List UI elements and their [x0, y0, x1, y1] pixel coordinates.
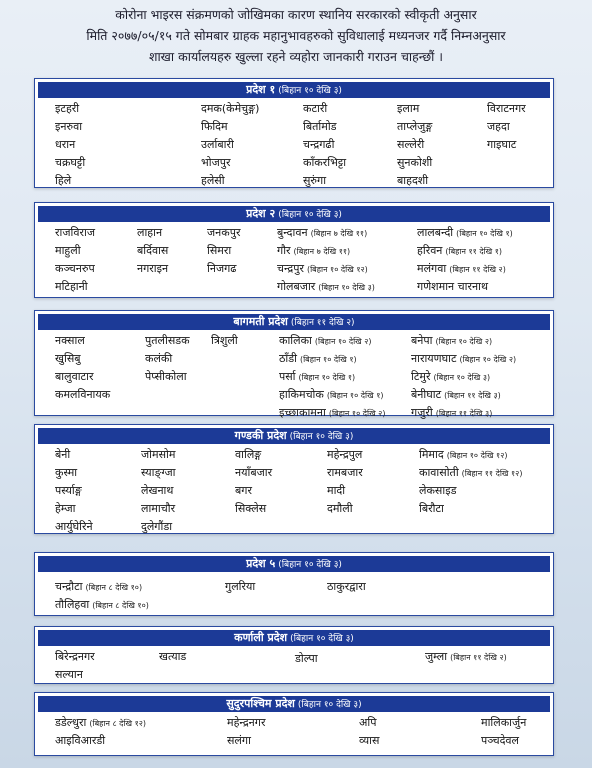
branch-entry	[417, 279, 488, 294]
branch-entry	[145, 369, 187, 384]
branch-entry	[303, 173, 326, 188]
branch-entry	[201, 155, 231, 170]
branch-name: पुतलीसडक	[145, 334, 190, 347]
branch-entry	[55, 715, 146, 730]
branch-entry	[359, 733, 379, 748]
branch-name: त्रिशुली	[211, 334, 238, 347]
branch-name: इनरुवा	[55, 120, 83, 133]
branch-name: सुनकोशी	[397, 156, 433, 169]
branch-entry	[55, 579, 142, 594]
branch-name: राजविराज	[55, 226, 95, 239]
intro-line-2: मिति २०७७/०५/१५ गते सोमबार ग्राहक महानुभावहरुको सुविधालाई मध्यनजर गर्दै निम्नअनुसार	[86, 28, 506, 43]
branch-entry	[55, 667, 83, 682]
branch-entry	[55, 119, 82, 134]
section-hours: (बिहान १० देखि ३)	[278, 560, 342, 570]
branch-entry	[55, 155, 85, 170]
branch-hours: (बिहान १० देखि १)	[298, 373, 356, 382]
branch-entry	[55, 519, 93, 534]
branch-entry	[419, 465, 522, 480]
branch-entry	[303, 101, 327, 116]
branch-entry	[417, 243, 502, 258]
section-hours: (बिहान १० देखि ३)	[290, 634, 354, 644]
branch-hours: (बिहान १० देखि १)	[456, 229, 513, 238]
branch-name: निजगढ	[207, 262, 237, 275]
branch-entry	[137, 243, 168, 258]
branch-entry	[207, 261, 237, 276]
branch-name: लेकसाइड	[419, 484, 457, 497]
branch-entry	[55, 649, 95, 664]
branch-name: धरान	[55, 138, 76, 151]
notice-intro	[40, 4, 552, 67]
branch-name: बनेपा	[411, 334, 433, 347]
branch-entry	[207, 243, 231, 258]
section-title: गण्डकी प्रदेश	[234, 429, 287, 442]
branch-entry	[137, 261, 168, 276]
branch-name: उर्लाबारी	[201, 138, 234, 151]
branch-name: नयाँबजार	[235, 466, 273, 479]
branch-name: चन्द्रपुर	[277, 262, 304, 275]
branch-entry	[279, 333, 372, 348]
branch-entry	[411, 333, 492, 348]
branch-name: व्यास	[359, 734, 380, 747]
branch-name: ठाँडी	[279, 352, 297, 365]
branch-name: डडेल्धुरा	[55, 716, 87, 729]
branch-name: कमलविनायक	[55, 388, 111, 401]
branch-entry	[55, 101, 79, 116]
branch-entry	[411, 369, 490, 384]
branch-entry	[481, 733, 519, 748]
branch-name: दमौली	[327, 502, 353, 515]
section-title: कर्णाली प्रदेश	[234, 631, 288, 644]
branch-name: बिरेन्द्रनगर	[55, 650, 95, 663]
section-panel-6	[34, 626, 554, 684]
branch-entry	[55, 597, 149, 612]
branch-name: इच्छाकामना	[279, 406, 326, 419]
branch-entry	[279, 369, 355, 384]
branch-name: गौर	[277, 244, 291, 257]
section-panel-1	[34, 78, 554, 188]
branch-entry	[327, 483, 345, 498]
branch-name: पेप्सीकोला	[145, 370, 187, 383]
branch-hours: (बिहान १० देखि १)	[326, 391, 384, 400]
branch-name: मिमाद	[419, 448, 444, 461]
branch-entry	[327, 465, 363, 480]
branch-name: महेन्द्रपुल	[327, 448, 363, 461]
branch-name: सल्लेरी	[397, 138, 425, 151]
branch-entry	[55, 447, 70, 462]
branch-entry	[303, 155, 346, 170]
section-title: बागमती प्रदेश	[233, 315, 288, 328]
branch-name: माहुली	[55, 244, 81, 257]
branch-name: आर्युघेरिने	[55, 520, 93, 533]
branch-name: इटहरी	[55, 102, 80, 115]
branch-hours: (बिहान ७ देखि ११)	[293, 247, 351, 256]
branch-hours: (बिहान ८ देखि १२)	[89, 719, 147, 728]
branch-name: टिमुरे	[411, 370, 431, 383]
branch-entry	[55, 501, 75, 516]
branch-name: बुन्दावन	[277, 226, 308, 239]
section-panel-3	[34, 310, 554, 419]
branch-entry	[235, 483, 252, 498]
section-panel-4	[34, 424, 554, 534]
section-title: प्रदेश ५	[246, 557, 276, 570]
branch-entry	[303, 137, 334, 152]
branch-entry	[141, 465, 176, 480]
branch-name: सल्यान	[55, 668, 83, 681]
branch-entry	[207, 225, 240, 240]
branch-name: खुसिबु	[55, 352, 81, 365]
branch-name: नगराइन	[137, 262, 169, 275]
branch-entry	[145, 333, 190, 348]
branch-entry	[201, 173, 225, 188]
section-title: प्रदेश २	[246, 207, 276, 220]
branch-name: गजुरी	[411, 406, 433, 419]
branch-entry	[327, 579, 366, 594]
section-hours: (बिहान १० देखि ३)	[289, 432, 354, 442]
branch-entry	[141, 447, 175, 462]
branch-name: मादी	[327, 484, 346, 497]
branch-entry	[359, 715, 377, 730]
branch-entry	[55, 369, 93, 384]
section-title: सुदुरपश्चिम प्रदेश	[226, 697, 295, 710]
section-panel-7	[34, 692, 554, 756]
branch-name: कटारी	[303, 102, 328, 115]
branch-entry	[235, 465, 272, 480]
branch-entry	[211, 333, 238, 348]
branch-entry	[419, 483, 456, 498]
branch-name: डोल्पा	[295, 652, 318, 665]
section-panel-2	[34, 202, 554, 298]
branch-name: गणेशमान चारनाथ	[417, 280, 488, 293]
branch-name: बालुवाटार	[55, 370, 94, 383]
branch-entry	[481, 715, 526, 730]
branch-hours: (बिहान ११ देखि १२)	[461, 469, 523, 478]
branch-name: सुरुंगा	[303, 174, 327, 187]
branch-name: वालिङ्ग	[235, 448, 262, 461]
branch-hours: (बिहान १० देखि २)	[435, 337, 493, 346]
branch-entry	[227, 733, 251, 748]
branch-entry	[419, 447, 507, 462]
section-title: प्रदेश १	[246, 83, 276, 96]
branch-name: बर्दिवास	[137, 244, 169, 257]
branch-name: पर्सा	[279, 370, 296, 383]
branch-entry	[55, 733, 105, 748]
branch-name: गोलबजार	[277, 280, 316, 293]
branch-name: हाकिमचोक	[279, 388, 324, 401]
branch-name: गाइघाट	[487, 138, 517, 151]
branch-name: नारायणघाट	[411, 352, 457, 365]
branch-hours: (बिहान ११ देखि १)	[445, 247, 503, 256]
branch-name: चक्रघट्टी	[55, 156, 86, 169]
branch-hours: (बिहान १० देखि १)	[299, 355, 357, 364]
branch-name: रामबजार	[327, 466, 363, 479]
branch-name: लेखनाथ	[141, 484, 174, 497]
branch-name: चन्द्रौटा	[55, 580, 83, 593]
branch-name: गुलरिया	[225, 580, 256, 593]
branch-name: कालिका	[279, 334, 312, 347]
branch-entry	[225, 579, 255, 594]
branch-hours: (बिहान १० देखि २)	[328, 409, 386, 418]
branch-entry	[411, 405, 492, 420]
branch-name: जहदा	[487, 120, 510, 133]
branch-name: बेनीघाट	[411, 388, 442, 401]
branch-name: विराटनगर	[487, 102, 526, 115]
branch-hours: (बिहान १० देखि २)	[459, 355, 517, 364]
branch-name: पर्स्याङ्ग	[55, 484, 82, 497]
branch-name: कञ्चनरुप	[55, 262, 95, 275]
branch-hours: (बिहान ११ देखि २)	[450, 653, 507, 662]
branch-entry	[55, 483, 82, 498]
branch-entry	[397, 155, 432, 170]
branch-name: पञ्चदेवल	[481, 734, 520, 747]
branch-name: मटिहानी	[55, 280, 88, 293]
branch-entry	[277, 225, 367, 240]
branch-entry	[55, 225, 95, 240]
section-header	[38, 428, 550, 444]
branch-name: मालिकार्जुन	[481, 716, 527, 729]
branch-name: नक्साल	[55, 334, 85, 347]
branch-name: काँकरभिट्टा	[303, 156, 347, 169]
branch-entry	[55, 351, 81, 366]
branch-entry	[295, 651, 318, 666]
branch-name: जनकपुर	[207, 226, 241, 239]
branch-name: दुलेगौंडा	[141, 520, 173, 533]
branch-name: बिर्तामोड	[303, 120, 337, 133]
branch-entry	[55, 279, 88, 294]
branch-name: कुस्मा	[55, 466, 78, 479]
branch-entry	[327, 501, 353, 516]
branch-entry	[145, 351, 172, 366]
branch-hours: (बिहान ७ देखि ११)	[310, 229, 368, 238]
section-hours: (बिहान १० देखि ३)	[278, 210, 342, 220]
section-header	[38, 206, 550, 222]
branch-name: हेम्जा	[55, 502, 76, 515]
branch-entry	[279, 351, 357, 366]
branch-hours: (बिहान ११ देखि २)	[449, 265, 506, 274]
branch-name: जोमसोम	[141, 448, 176, 461]
branch-name: सलंगा	[227, 734, 251, 747]
branch-entry	[55, 243, 81, 258]
branch-name: बिरौटा	[419, 502, 444, 515]
branch-hours: (बिहान ११ देखि ३)	[435, 409, 493, 418]
branch-name: जुम्ला	[425, 650, 448, 663]
branch-name: खत्याड	[159, 650, 187, 663]
branch-entry	[487, 119, 510, 134]
branch-entry	[201, 137, 234, 152]
branch-entry	[397, 119, 432, 134]
branch-name: हिले	[55, 174, 72, 187]
section-header	[38, 314, 550, 330]
branch-name: चन्द्रगढी	[303, 138, 335, 151]
branch-entry	[487, 101, 526, 116]
branch-entry	[201, 101, 259, 116]
branch-name: बेनी	[55, 448, 71, 461]
branch-name: दमक(केमेचुङ्ग)	[201, 102, 260, 115]
branch-hours: (बिहान १० देखि २)	[314, 337, 372, 346]
section-header	[38, 556, 550, 572]
branch-name: सिक्लेस	[235, 502, 267, 515]
branch-name: इलाम	[397, 102, 420, 115]
branch-entry	[277, 261, 368, 276]
branch-entry	[235, 501, 266, 516]
branch-name: बगर	[235, 484, 252, 497]
branch-entry	[419, 501, 444, 516]
branch-entry	[235, 447, 261, 462]
branch-entry	[55, 261, 95, 276]
branch-name: तौलिहवा	[55, 598, 90, 611]
section-header	[38, 696, 550, 712]
branch-entry	[159, 649, 186, 664]
section-hours: (बिहान १० देखि ३)	[297, 700, 362, 710]
branch-name: ठाकुरद्वारा	[327, 580, 366, 593]
branch-name: सिमरा	[207, 244, 232, 257]
branch-name: कलंकी	[145, 352, 173, 365]
branch-entry	[397, 173, 428, 188]
branch-entry	[487, 137, 516, 152]
branch-name: लालबन्दी	[417, 226, 454, 239]
branch-name: लामाचौर	[141, 502, 176, 515]
branch-hours: (बिहान ८ देखि १०)	[92, 601, 149, 610]
branch-entry	[55, 137, 75, 152]
branch-name: स्याङ्ग्जा	[141, 466, 176, 479]
branch-name: भोजपुर	[201, 156, 231, 169]
branch-entry	[277, 243, 350, 258]
branch-name: बाहदशी	[397, 174, 429, 187]
branch-entry	[417, 225, 513, 240]
branch-entry	[277, 279, 375, 294]
branch-name: फिदिम	[201, 120, 228, 133]
section-panel-5	[34, 552, 554, 616]
branch-entry	[397, 137, 424, 152]
branch-entry	[201, 119, 228, 134]
branch-name: मलंगवा	[417, 262, 447, 275]
branch-entry	[55, 387, 110, 402]
branch-hours: (बिहान ८ देखि १०)	[85, 583, 143, 592]
branch-entry	[411, 351, 516, 366]
branch-entry	[417, 261, 506, 276]
section-header	[38, 82, 550, 98]
branch-hours: (बिहान १० देखि १२)	[446, 451, 508, 460]
branch-name: अपि	[359, 716, 377, 729]
branch-name: हलेसी	[201, 174, 225, 187]
branch-entry	[227, 715, 265, 730]
branch-entry	[425, 649, 507, 664]
branch-hours: (बिहान ११ देखि ३)	[444, 391, 501, 400]
branch-entry	[279, 405, 385, 420]
branch-entry	[55, 173, 71, 188]
branch-entry	[55, 333, 85, 348]
branch-entry	[279, 387, 383, 402]
branch-entry	[137, 225, 162, 240]
branch-entry	[327, 447, 362, 462]
branch-entry	[141, 483, 173, 498]
branch-name: आइविआरडी	[55, 734, 106, 747]
branch-hours: (बिहान १० देखि ३)	[433, 373, 491, 382]
section-header	[38, 630, 550, 646]
section-hours: (बिहान १० देखि ३)	[278, 86, 342, 96]
branch-entry	[303, 119, 337, 134]
branch-entry	[397, 101, 419, 116]
branch-name: हरिवन	[417, 244, 443, 257]
section-hours: (बिहान ११ देखि २)	[290, 318, 355, 328]
branch-entry	[141, 519, 172, 534]
intro-line-3: शाखा कार्यालयहरु खुल्ला रहने व्यहोरा जानकारी गराउन चाहन्छौं ।	[148, 49, 444, 64]
branch-entry	[141, 501, 175, 516]
branch-name: ताप्लेजुङ्ग	[397, 120, 433, 133]
branch-name: कावासोती	[419, 466, 459, 479]
branch-entry	[55, 465, 77, 480]
branch-hours: (बिहान १० देखि ३)	[318, 283, 375, 292]
intro-line-1: कोरोना भाइरस संक्रमणको जोखिमका कारण स्थानिय सरकारको स्वीकृती अनुसार	[115, 7, 477, 22]
branch-hours: (बिहान १० देखि १२)	[306, 265, 368, 274]
branch-entry	[411, 387, 501, 402]
branch-name: महेन्द्रनगर	[227, 716, 266, 729]
branch-name: लाहान	[137, 226, 163, 239]
